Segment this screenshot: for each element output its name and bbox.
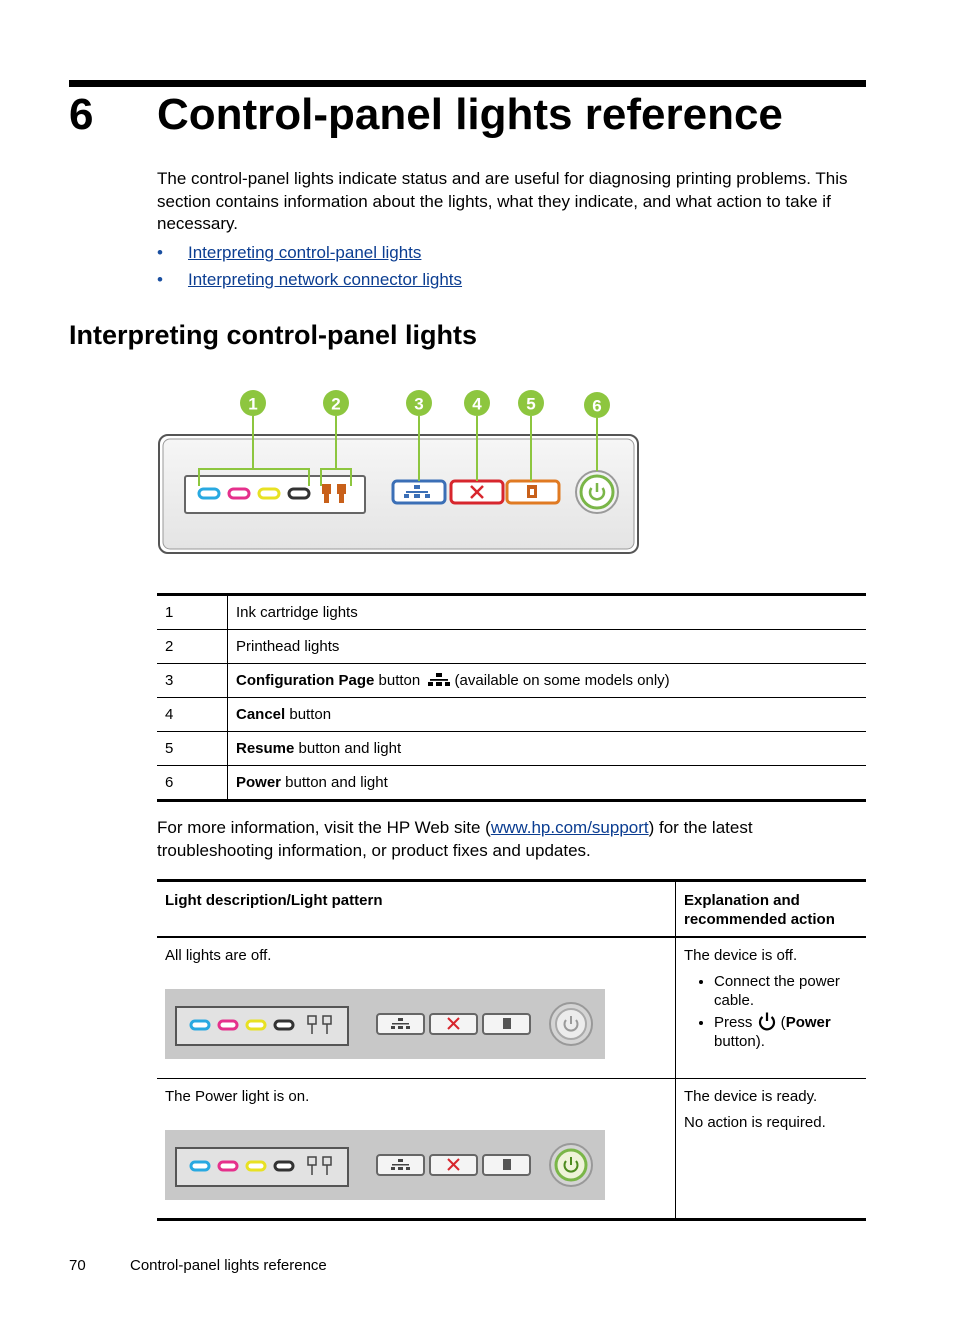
network-icon (428, 672, 450, 688)
legend-number: 3 (157, 664, 228, 698)
legend-bold: Configuration Page (236, 672, 375, 689)
chapter-top-rule (69, 80, 866, 87)
more-info-paragraph: For more information, visit the HP Web site (www.hp.com/support) for the latest troubleshooting information, or product fixes and updates. (157, 818, 753, 860)
footer-title: Control-panel lights reference (130, 1257, 327, 1274)
legend-number: 2 (157, 630, 228, 664)
legend-number: 6 (157, 766, 228, 801)
action-item: • Press (Power button). (714, 1011, 858, 1051)
page-number: 70 (69, 1257, 86, 1274)
link-interpreting-network-connector-lights[interactable]: Interpreting network connector lights (188, 270, 463, 289)
table-row (157, 766, 866, 801)
table-header-row (157, 881, 866, 938)
bullet: • (157, 243, 163, 262)
light-description-cell (157, 937, 676, 1079)
light-description: All lights are off. (165, 947, 272, 964)
legend-table (157, 593, 866, 802)
callout-5-label: 5 (526, 394, 536, 414)
legend-description: Ink cartridge lights (236, 604, 358, 621)
power-icon (757, 1011, 777, 1031)
table-row (157, 732, 866, 766)
panel-power-on-image (165, 1130, 605, 1200)
explanation-text: The device is ready. (684, 1088, 818, 1105)
light-description-cell (157, 1079, 676, 1220)
intro-paragraph: The control-panel lights indicate status and are useful for diagnosing printing problems. This section contains information about the lights, what they indicate, and what action to take if necessary. (157, 169, 848, 233)
control-panel-diagram (155, 385, 645, 560)
light-description: The Power light is on. (165, 1088, 310, 1105)
yellow-ink-light (259, 489, 279, 498)
link-interpreting-control-panel-lights[interactable]: Interpreting control-panel lights (188, 243, 422, 262)
legend-description: Configuration Page button (available on some models only) (228, 664, 867, 698)
explanation-text: The device is off. (684, 947, 798, 964)
legend-description: Cancel button (228, 698, 867, 732)
black-ink-light (289, 489, 309, 498)
table-row (157, 664, 866, 698)
link-list-item (157, 270, 462, 290)
callout-markers (240, 390, 610, 418)
lights-table (157, 879, 866, 1221)
action-item: • Connect the power cable. (714, 972, 858, 1010)
bullet: • (157, 270, 163, 289)
table-row (157, 1079, 866, 1220)
magenta-ink-light (229, 489, 249, 498)
table-row (157, 937, 866, 1079)
legend-description: Power button and light (228, 766, 867, 801)
explanation-cell (676, 937, 867, 1079)
explanation-cell (676, 1079, 867, 1220)
callout-3-label: 3 (414, 394, 424, 414)
header-light-description: Light description/Light pattern (157, 881, 676, 938)
table-row (157, 630, 866, 664)
legend-description: Resume button and light (228, 732, 867, 766)
legend-number: 1 (157, 595, 228, 630)
callout-1-label: 1 (248, 394, 258, 414)
panel-lights-off-image (165, 989, 605, 1059)
legend-number: 4 (157, 698, 228, 732)
link-list-item (157, 243, 421, 263)
legend-number: 5 (157, 732, 228, 766)
chapter-title: Control-panel lights reference (157, 90, 783, 139)
action-list (684, 972, 858, 1051)
callout-2-label: 2 (331, 394, 341, 414)
callout-4-label: 4 (472, 394, 482, 414)
header-explanation: Explanation and recommended action (676, 881, 867, 938)
cyan-ink-light (199, 489, 219, 498)
explanation-extra: No action is required. (684, 1114, 826, 1131)
table-row (157, 595, 866, 630)
chapter-number: 6 (69, 90, 94, 139)
legend-description: Printhead lights (228, 630, 867, 664)
section-title: Interpreting control-panel lights (69, 320, 478, 350)
hp-support-link[interactable]: www.hp.com/support (490, 818, 649, 837)
callout-6-label: 6 (592, 396, 602, 416)
table-row (157, 698, 866, 732)
